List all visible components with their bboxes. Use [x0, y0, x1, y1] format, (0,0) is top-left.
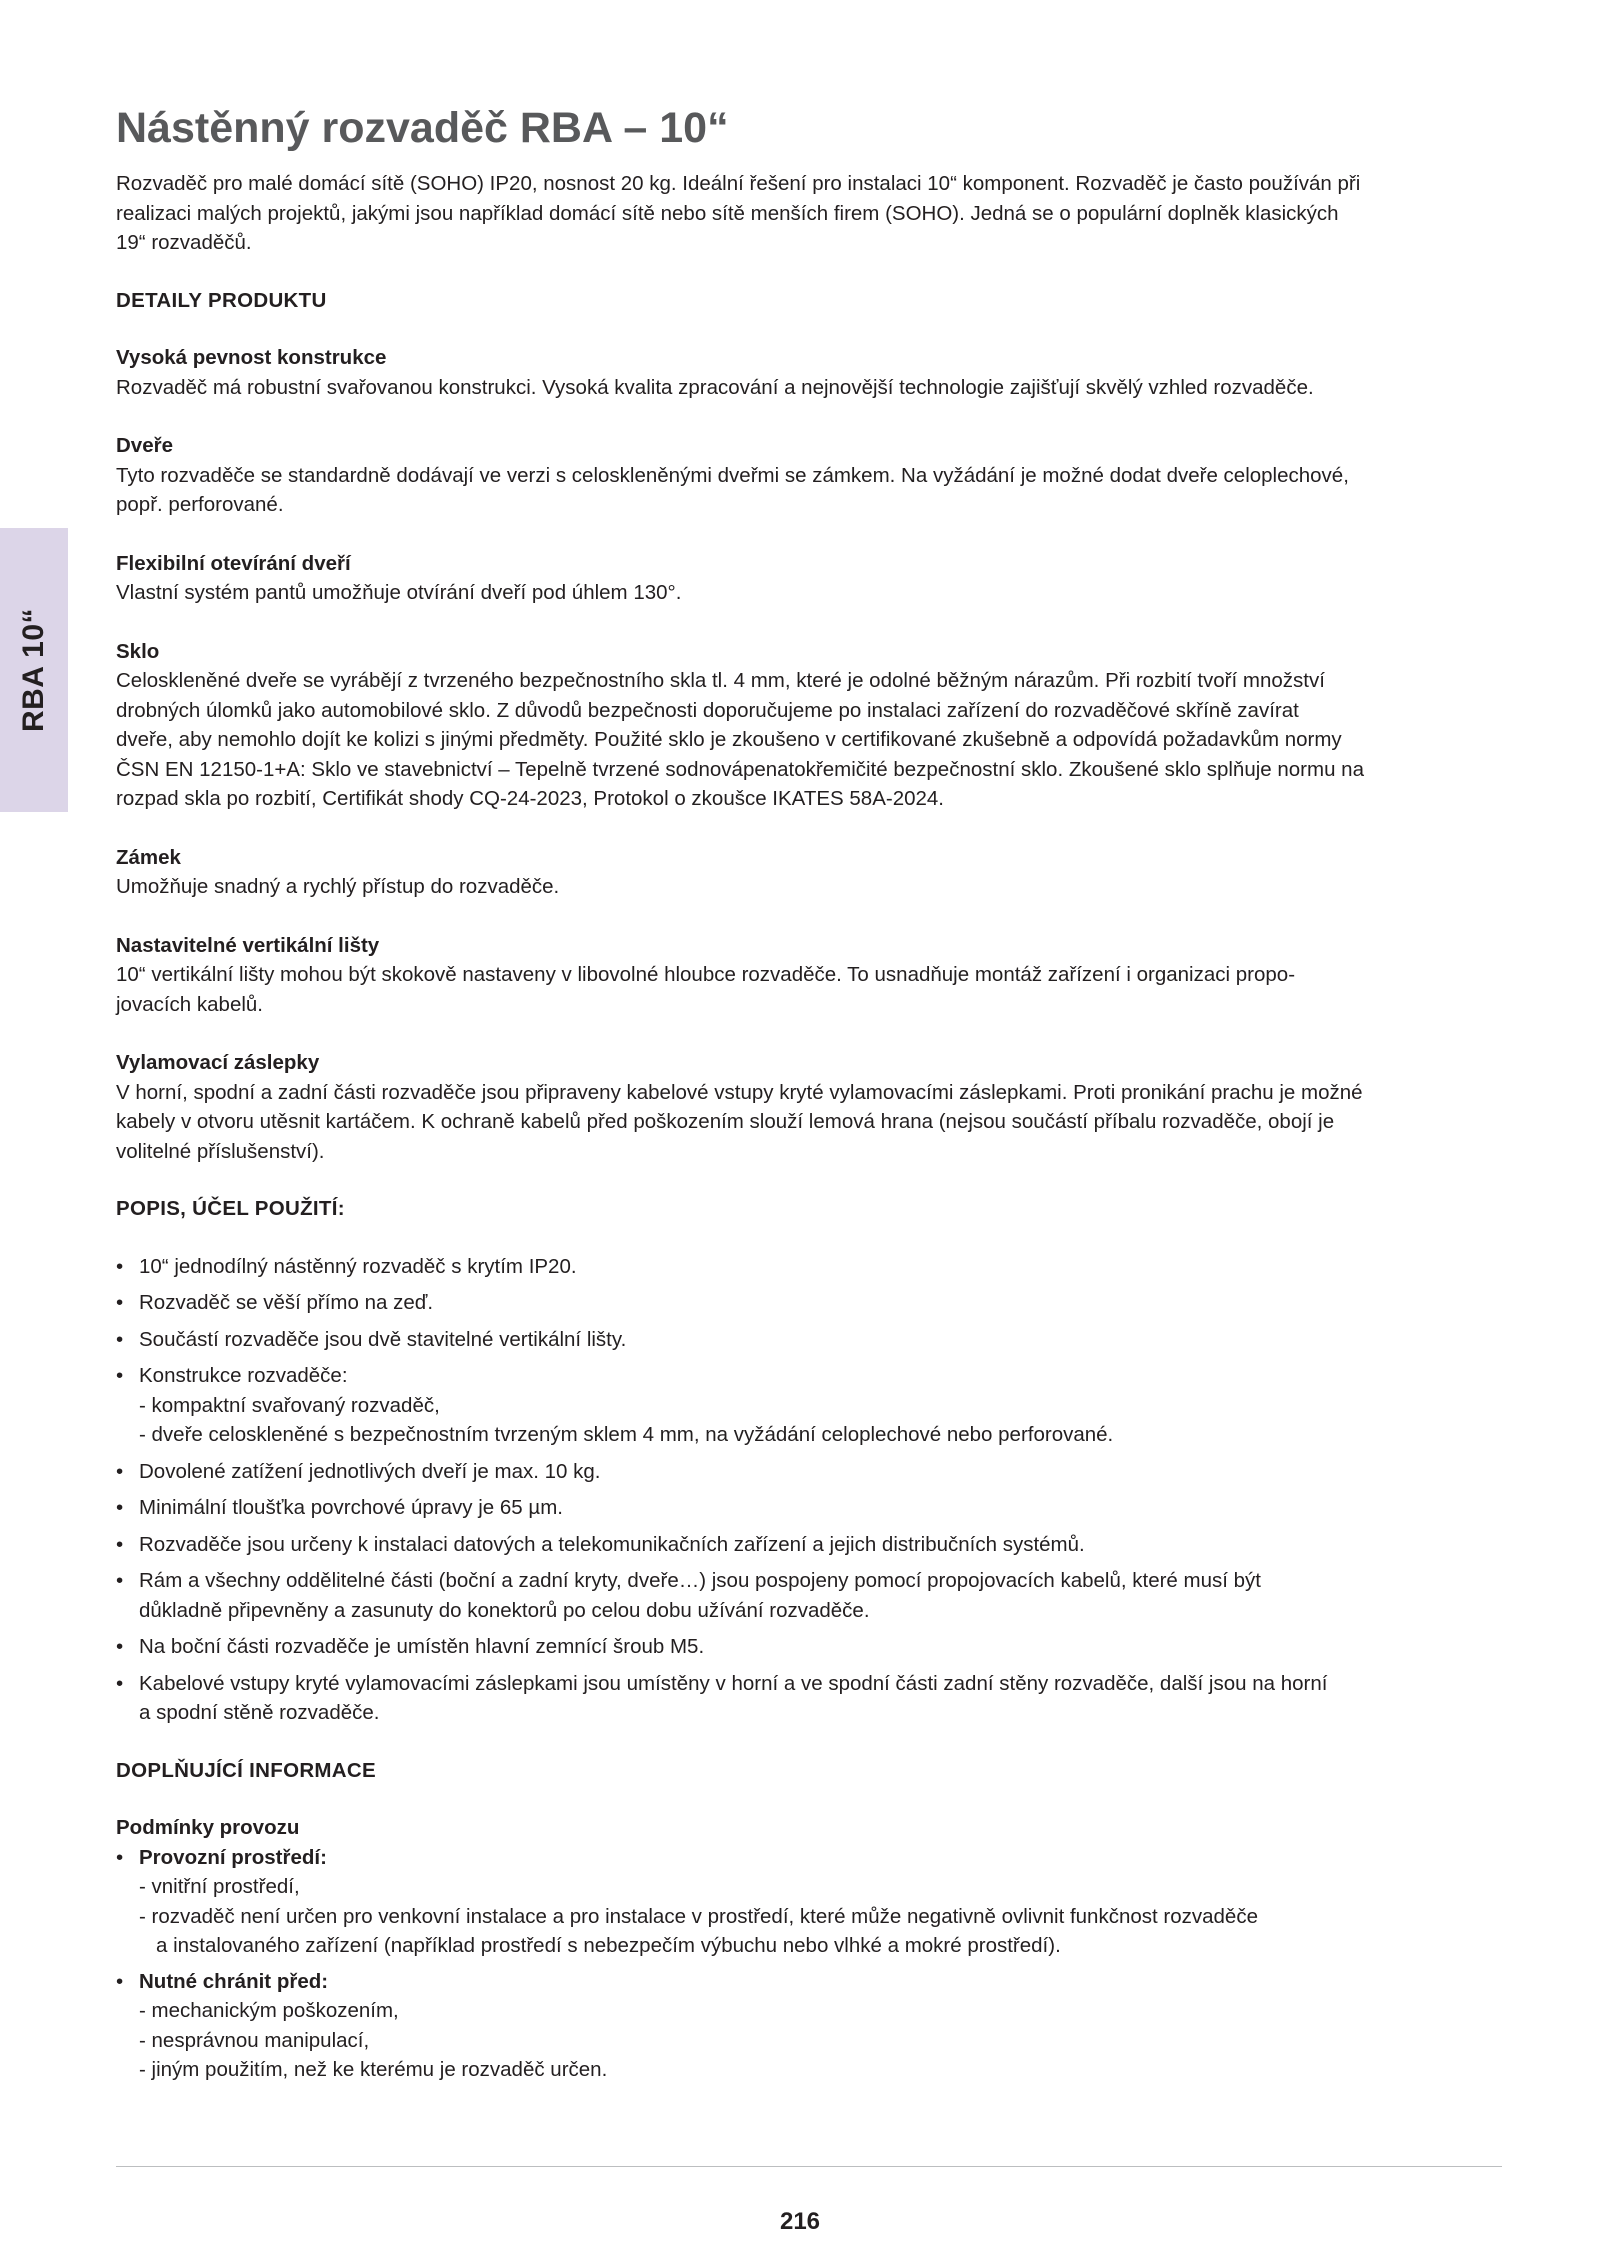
- list-item-text: • Rám a všechny oddělitelné části (boční a zadní kryty, dveře…) jsou pospojeny pomocí propojovacích kabelů, které musí být: [139, 1569, 1261, 1593]
- detail-text: Rozvaděč má robustní svařovanou konstrukci. Vysoká kvalita zpracování a nejnovější technologie zajišťují skvělý vzhled rozvaděče.: [116, 375, 1314, 399]
- intro-paragraph: [116, 169, 1502, 258]
- page-number: 216: [779, 2208, 821, 2235]
- detail-text: dveře, aby nemohlo dojít ke kolizi s jinými předměty. Použité sklo je zkoušeno v certifikované zkušebně a odpovídá požadavkům normy: [116, 728, 1342, 752]
- side-tab: [0, 528, 68, 812]
- list-item-title: • Nutné chránit před:: [139, 1969, 329, 1993]
- detail-text: V horní, spodní a zadní části rozvaděče jsou připraveny kabelové vstupy kryté vylamovacími záslepkami. Proti pronikání prachu je možné: [116, 1080, 1363, 1104]
- list-item-subline: - nesprávnou manipulací,: [139, 2028, 370, 2052]
- list-item-text: 10“ jednodílný nástěnný rozvaděč s krytím IP20.: [139, 1254, 577, 1278]
- detail-title: Sklo: [116, 639, 160, 663]
- list-item-subline: - vnitřní prostředí,: [139, 1875, 300, 1899]
- detail-text: drobných úlomků jako automobilové sklo. Z důvodů bezpečnosti doporučujeme po instalaci zařízení do rozvaděčové skříně zavírat: [116, 698, 1299, 722]
- detail-title: Vylamovací záslepky: [116, 1051, 320, 1075]
- detail-text: popř. perforované.: [116, 493, 284, 517]
- list-item-text: Na boční části rozvaděče je umístěn hlavní zemnící šroub M5.: [139, 1635, 705, 1659]
- detail-text: Vlastní systém pantů umožňuje otvírání dveří pod úhlem 130°.: [116, 581, 682, 605]
- intro-line: 19“ rozvaděčů.: [116, 231, 252, 255]
- usage-list: [116, 1252, 1502, 1728]
- list-item-text: a spodní stěně rozvaděče.: [139, 1701, 380, 1725]
- detail-rails: [116, 931, 1502, 1020]
- list-item: [116, 1843, 1502, 1961]
- additional-heading: DOPLŇUJÍCÍ INFORMACE: [116, 1758, 376, 1782]
- detail-lock: [116, 843, 1502, 902]
- list-item: [116, 1361, 1502, 1450]
- details-heading: DETAILY PRODUKTU: [116, 288, 327, 312]
- detail-door-opening: [116, 549, 1502, 608]
- list-item-text: Dovolené zatížení jednotlivých dveří je max. 10 kg.: [139, 1459, 601, 1483]
- detail-text: ČSN EN 12150-1+A: Sklo ve stavebnictví – Tepelně tvrzené sodnovápenatokřemičité bezpečnostní sklo. Zkoušené sklo splňuje normu na: [116, 757, 1364, 781]
- intro-line: Rozvaděč pro malé domácí sítě (SOHO) IP20, nosnost 20 kg. Ideální řešení pro instalaci 10“ komponent. Rozvaděč je často používán při: [116, 172, 1361, 196]
- list-item: [116, 1493, 1502, 1523]
- detail-strength: [116, 343, 1502, 402]
- detail-title: Dveře: [116, 434, 173, 458]
- detail-text: jovacích kabelů.: [116, 992, 264, 1016]
- intro-line: realizaci malých projektů, jakými jsou například domácí sítě nebo sítě menších firem (SOHO). Jedná se o populární doplněk klasických: [116, 201, 1339, 225]
- list-item-text: důkladně připevněny a zasunuty do konektorů po celou dobu užívání rozvaděče.: [139, 1598, 870, 1622]
- detail-title: Zámek: [116, 845, 181, 869]
- detail-text: Celoskleněné dveře se vyrábějí z tvrzeného bezpečnostního skla tl. 4 mm, které je odolné běžným nárazům. Při rozbití tvoří množství: [116, 669, 1325, 693]
- list-item-title: • Provozní prostředí:: [139, 1845, 327, 1869]
- list-item-text: Rozvaděč se věší přímo na zeď.: [139, 1291, 434, 1315]
- detail-text: volitelné příslušenství).: [116, 1139, 325, 1163]
- list-item-text: Součástí rozvaděče jsou dvě stavitelné vertikální lišty.: [139, 1327, 627, 1351]
- detail-text: kabely v otvoru utěsnit kartáčem. K ochraně kabelů před poškozením slouží lemová hrana (nejsou součástí příbalu rozvaděče, obojí je: [116, 1110, 1335, 1134]
- list-item-subline: - rozvaděč není určen pro venkovní instalace a pro instalace v prostředí, které může negativně ovlivnit funkčnost rozvaděče: [139, 1904, 1258, 1928]
- footer-divider: [116, 2166, 1502, 2167]
- list-item: [116, 1530, 1502, 1560]
- detail-title: Vysoká pevnost konstrukce: [116, 346, 387, 370]
- detail-text: 10“ vertikální lišty mohou být skokově nastaveny v libovolné hloubce rozvaděče. To usnadňuje montáž zařízení i organizaci propo-: [116, 963, 1296, 987]
- list-item-text: Rozvaděče jsou určeny k instalaci datových a telekomunikačních zařízení a jejich distribučních systémů.: [139, 1532, 1085, 1556]
- detail-text: rozpad skla po rozbití, Certifikát shody CQ-24-2023, Protokol o zkoušce IKATES 58A-2024.: [116, 787, 944, 811]
- detail-title: Flexibilní otevírání dveří: [116, 551, 351, 575]
- list-item: [116, 1252, 1502, 1282]
- list-item-subline: - dveře celoskleněné s bezpečnostním tvrzeným sklem 4 mm, na vyžádání celoplechové nebo perforované.: [139, 1423, 1114, 1447]
- usage-heading: POPIS, ÚČEL POUŽITÍ:: [116, 1197, 345, 1221]
- detail-text: Tyto rozvaděče se standardně dodávají ve verzi s celoskleněnými dveřmi se zámkem. Na vyžádání je možné dodat dveře celoplechové,: [116, 463, 1349, 487]
- detail-glass: [116, 637, 1502, 814]
- detail-knockouts: [116, 1048, 1502, 1166]
- list-item-subline: - jiným použitím, než ke kterému je rozvaděč určen.: [139, 2058, 608, 2082]
- list-item: [116, 1967, 1502, 2085]
- list-item: [116, 1457, 1502, 1487]
- list-item: [116, 1288, 1502, 1318]
- list-item-text: • Kabelové vstupy kryté vylamovacími záslepkami jsou umístěny v horní a ve spodní části zadní stěny rozvaděče, další jsou na horní: [139, 1671, 1328, 1695]
- list-item-subline: a instalovaného zařízení (například prostředí s nebezpečím výbuchu nebo vlhké a mokré prostředí).: [156, 1934, 1061, 1958]
- list-item: [116, 1325, 1502, 1355]
- list-item-text: Minimální tloušťka povrchové úpravy je 65 µm.: [139, 1496, 563, 1520]
- detail-doors: [116, 431, 1502, 520]
- list-item: [116, 1632, 1502, 1662]
- operating-conditions-title: Podmínky provozu: [116, 1816, 300, 1840]
- list-item: [116, 1566, 1502, 1625]
- list-item-text: • Konstrukce rozvaděče:: [139, 1364, 348, 1388]
- detail-title: Nastavitelné vertikální lišty: [116, 933, 380, 957]
- list-item-subline: - mechanickým poškozením,: [139, 1999, 399, 2023]
- list-item: [116, 1669, 1502, 1728]
- list-item-subline: - kompaktní svařovaný rozvaděč,: [139, 1393, 440, 1417]
- page-title: Nástěnný rozvaděč RBA – 10“: [116, 104, 729, 152]
- page-content: [116, 104, 1502, 2091]
- detail-text: Umožňuje snadný a rychlý přístup do rozvaděče.: [116, 875, 560, 899]
- side-tab-label: RBA 10“: [17, 607, 50, 733]
